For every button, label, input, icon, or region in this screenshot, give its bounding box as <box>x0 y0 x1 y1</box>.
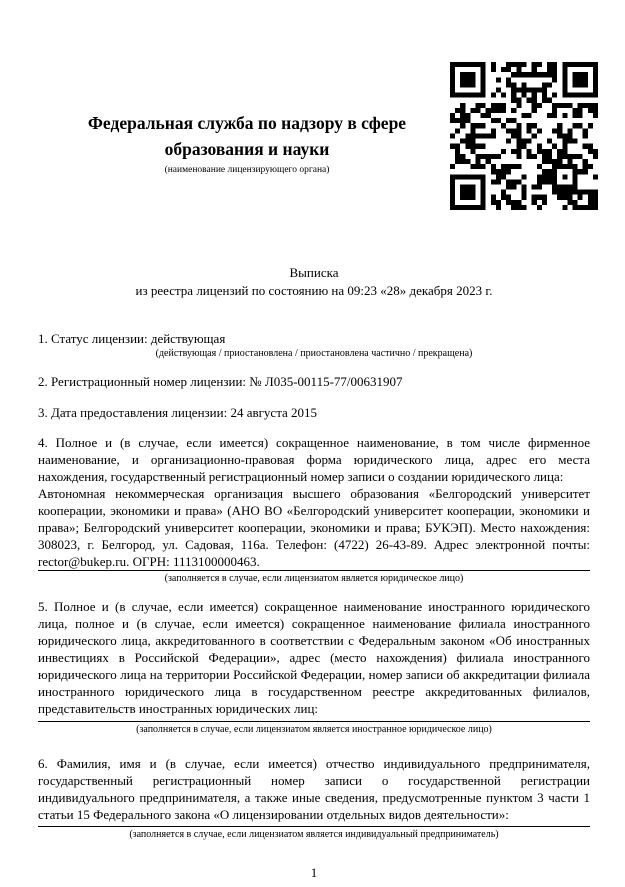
extract-title-line2: из реестра лицензий по состоянию на 09:23 «28» декабря 2023 г. <box>135 283 493 298</box>
item-license-date: 3. Дата предоставления лицензии: 24 августа 2015 <box>38 405 318 420</box>
item-legal-entity-note: (заполняется в случае, если лицензиатом является юридическое лицо) <box>164 573 464 584</box>
item-registration-number: 2. Регистрационный номер лицензии: № Л035-00115-77/00631907 <box>38 374 403 389</box>
licensing-authority-name: Федеральная служба по надзору в сфере образования и науки <box>87 113 407 159</box>
qr-code <box>450 62 598 210</box>
item-legal-entity-label: 4. Полное и (в случае, если имеется) сокращенное наименование, в том числе фирменное наименование, и организационно-правовая форма юридического лица, адрес его места нахождения, государственный регистрационный номер записи о создании юридического лица: <box>38 435 590 484</box>
item-legal-entity-value: Автономная некоммерческая организация высшего образования «Белгородский университет кооперации, экономики и права» (АНО ВО «Белгородский университет кооперации, экономики и права»; Белгородский университет кооперации, экономики и права; БУКЭП). Место нахождения: 308023, г. Белгород, ул. Садовая, 116а. Телефон: (4722) 26-43-89. Адрес электронной почты: rector@bukep.ru. ОГРН: 1113100000463. <box>38 486 590 569</box>
page-number: 1 <box>310 865 318 880</box>
item-entrepreneur-label: 6. Фамилия, имя и (в случае, если имеется) отчество индивидуального предпринимателя, государственный регистрационный номер записи о государственной регистрации индивидуального предпринимателя, а также иные сведения, предусмотренные пунктом 3 части 1 статьи 15 Федерального закона «О лицензировании отдельных видов деятельности»: <box>38 756 590 822</box>
document-header <box>0 0 625 252</box>
licensing-authority-caption: (наименование лицензирующего органа) <box>164 165 330 175</box>
item-entrepreneur-rule <box>38 826 590 827</box>
item-foreign-entity-label: 5. Полное и (в случае, если имеется) сокращенное наименование иностранного юридического лица, полное и (в случае, если имеется) сокращенное наименование филиала иностранного юридического лица, аккредитованного в соответствии с Федеральным законом «Об иностранных инвестициях в Российской Федерации», адрес (место нахождения) филиала иностранного юридического лица на территории Российской Федерации, номер записи об аккредитации филиала иностранного юридического лица в государственном реестре аккредитованных филиалов, представительств иностранных юридических лиц: <box>38 599 590 716</box>
item-license-status-note: (действующая / приостановлена / приостановлена частично / прекращена) <box>155 348 473 359</box>
item-license-status: 1. Статус лицензии: действующая <box>38 331 226 346</box>
item-entrepreneur-note: (заполняется в случае, если лицензиатом является индивидуальный предприниматель) <box>129 829 499 840</box>
item-foreign-entity-rule <box>38 721 590 722</box>
item-foreign-entity-note: (заполняется в случае, если лицензиатом является иностранное юридическое лицо) <box>136 724 492 735</box>
qr-code-pattern <box>450 62 598 210</box>
item-legal-entity-rule <box>38 570 590 571</box>
document-body <box>0 264 625 881</box>
extract-title-line1: Выписка <box>289 265 339 280</box>
extract-title <box>38 264 590 300</box>
